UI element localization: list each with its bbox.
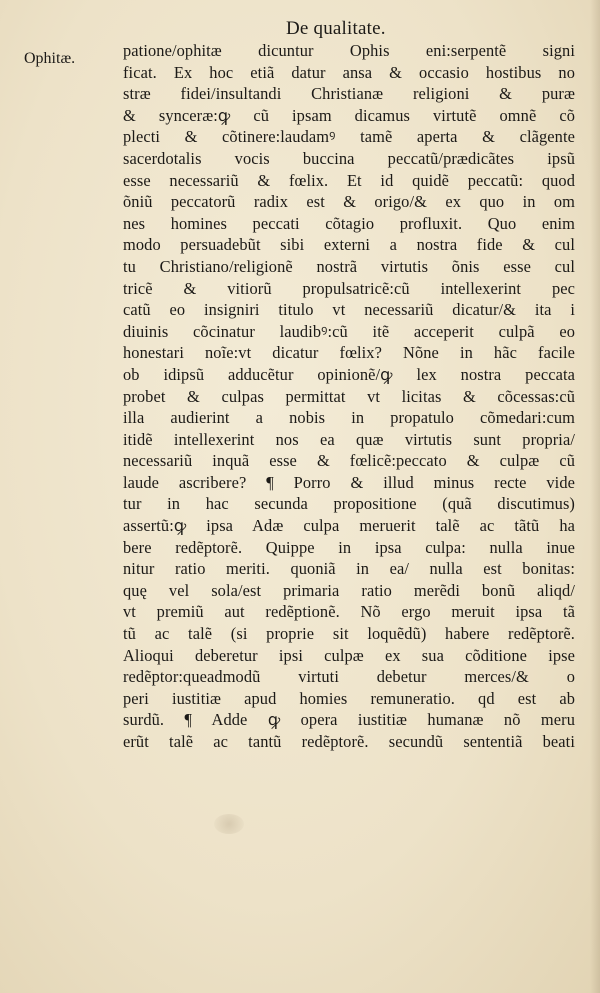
text-line: honestari noĩe:vt dicatur fœlix? Nõne in hãc facile: [123, 343, 575, 363]
running-head: De qualitate.: [286, 18, 386, 39]
text-line: esse necessariũ & fœlix. Et id quidẽ peccatũ: quod: [123, 170, 575, 190]
marginal-note: Ophitæ.: [24, 50, 76, 67]
text-line: necessariũ inquã esse & fœlicẽ:peccato & culpæ cũ: [123, 451, 575, 471]
main-text-block: [123, 40, 575, 753]
text-line: modo persuadebũt sibi externi a nostra fide & cul: [123, 235, 575, 255]
text-line: illa audierint a nobis in propatulo cõmedari:cum: [123, 408, 575, 428]
text-line: assertũ:ꝙ ipsa Adæ culpa meruerit talẽ ac tãtũ ha: [123, 516, 575, 536]
text-line: peri iustitiæ apud homies remuneratio. qd est ab: [123, 688, 575, 708]
text-line: quę vel sola/est primaria ratio merẽdi bonũ aliqd/: [123, 580, 575, 600]
text-line: tũ ac talẽ (si proprie sit loquẽdũ) habere redẽptorẽ.: [123, 624, 575, 644]
text-line: patione/ophitæ dicuntur Ophis eni:serpentẽ signi: [123, 41, 575, 60]
text-line: catũ eo insigniri titulo vt necessariũ dicatur/& ita i: [123, 300, 575, 320]
text-line: & synceræ:ꝙ cũ ipsam dicamus virtutẽ omnẽ cõ: [123, 105, 575, 125]
text-line: vt premiũ aut redẽptionẽ. Nõ ergo meruit ipsa tã: [123, 602, 575, 622]
text-line: erũt talẽ ac tantũ redẽptorẽ. secundũ sententiã beati: [123, 732, 575, 751]
text-line: ficat. Ex hoc etiã datur ansa & occasio hostibus no: [123, 62, 575, 82]
text-line: itidẽ intellexerint nos ea quæ virtutis sunt propria/: [123, 429, 575, 449]
text-line: redẽptor:queadmodũ virtuti debetur merces/& o: [123, 667, 575, 687]
text-line: tricẽ & vitiorũ propulsatricẽ:cũ intellexerint pec: [123, 278, 575, 298]
text-line: probet & culpas permittat vt licitas & cõcessas:cũ: [123, 386, 575, 406]
text-line: tur in hac secunda propositione (quã discutimus): [123, 494, 575, 514]
text-line: plecti & cõtinere:laudamꝰ tamẽ aperta & clãgente: [123, 127, 575, 147]
text-line: nes homines peccati cõtagio profluxit. Quo enim: [123, 213, 575, 233]
text-line: Alioqui deberetur ipsi culpæ ex sua cõditione ipse: [123, 645, 575, 665]
text-line: bere redẽptorẽ. Quippe in ipsa culpa: nulla inue: [123, 537, 575, 557]
text-line: stræ fidei/insultandi Christianæ religioni & puræ: [123, 84, 575, 104]
text-line: õniũ peccatorũ radix est & origo/& ex quo in om: [123, 192, 575, 212]
paper-stain: [214, 814, 244, 834]
page-edge-shadow: [590, 0, 600, 993]
text-line: tu Christiano/religionẽ nostrã virtutis õnis esse cul: [123, 256, 575, 276]
text-line: sacerdotalis vocis buccina peccatũ/prædicãtes ipsũ: [123, 148, 575, 168]
text-line: ob idipsũ adducẽtur opinionẽ/ꝙ lex nostra peccata: [123, 364, 575, 384]
text-line: laude ascribere? ¶ Porro & illud minus recte vide: [123, 472, 575, 492]
text-line: diuinis cõcinatur laudibꝰ:cũ itẽ acceperit culpã eo: [123, 321, 575, 341]
text-line: nitur ratio meriti. quoniã in ea/ nulla est bonitas:: [123, 559, 575, 579]
text-line: surdũ. ¶ Adde ꝙ opera iustitiæ humanæ nõ meru: [123, 710, 575, 730]
